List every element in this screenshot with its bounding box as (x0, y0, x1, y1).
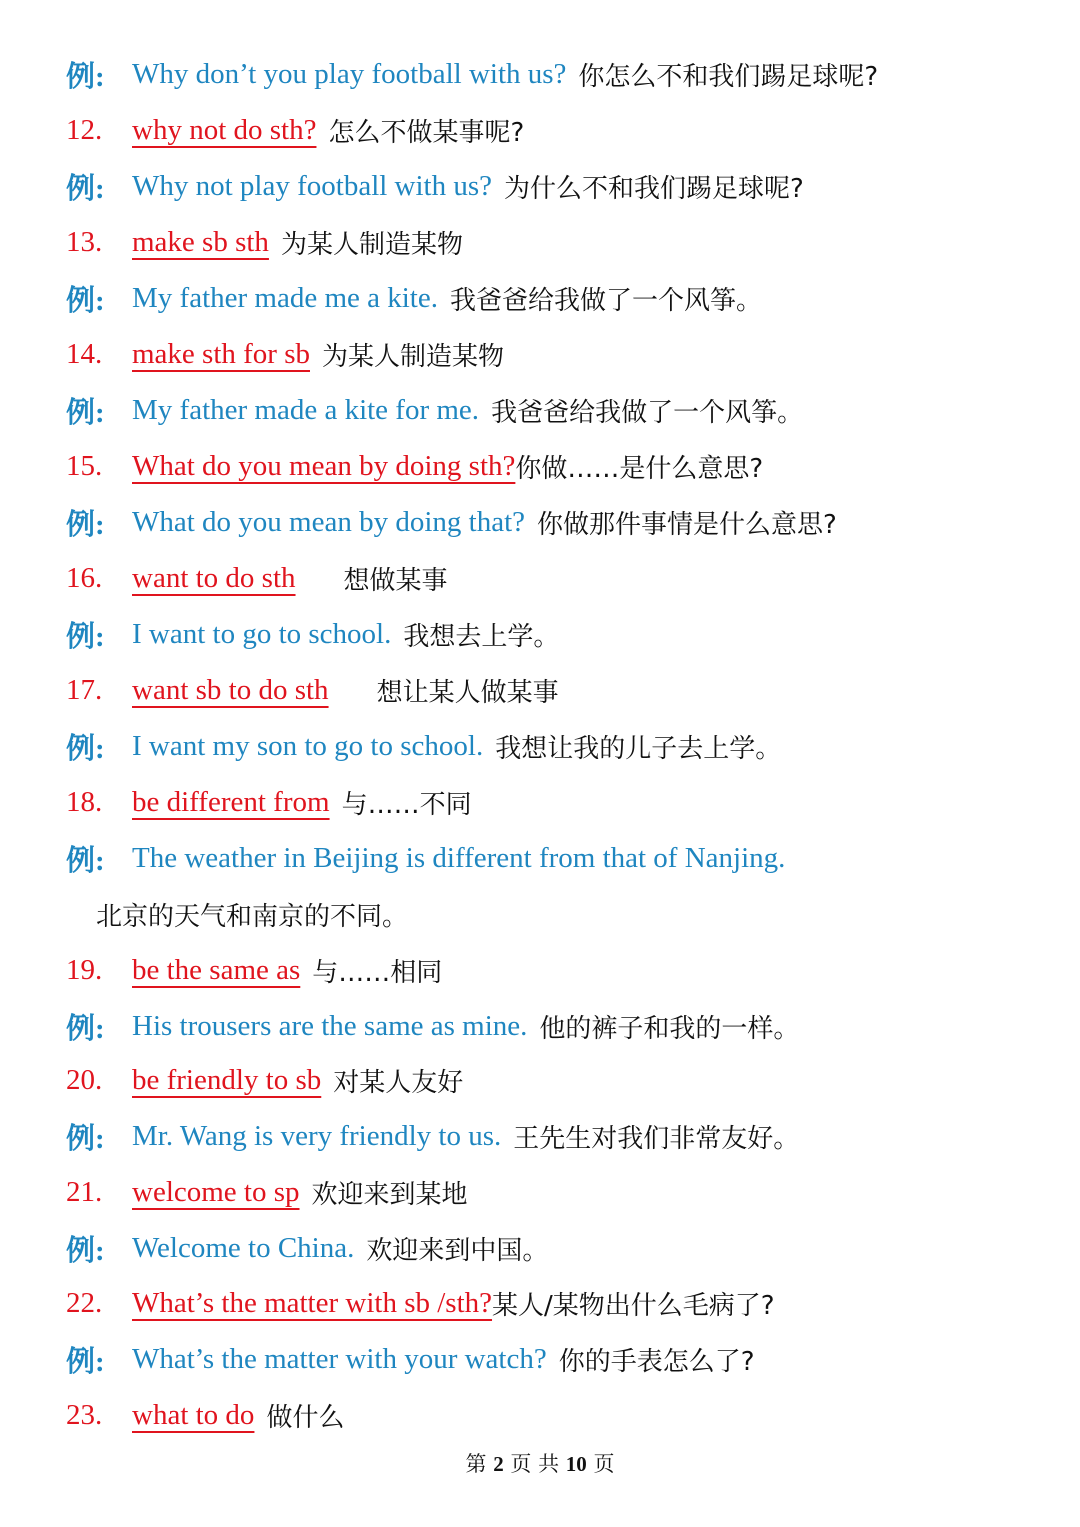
example-line (66, 1331, 1066, 1387)
current-page-number: 2 (493, 1452, 504, 1476)
example-chinese: 我想去上学。 (403, 621, 560, 652)
example-chinese: 我爸爸给我做了一个风筝。 (450, 285, 763, 316)
phrase-item (66, 1387, 1066, 1443)
item-meaning: 对某人友好 (333, 1067, 464, 1098)
example-english: The weather in Beijing is different from that of Nanjing. (132, 841, 786, 874)
item-number: 16. (66, 561, 103, 594)
example-chinese-line (96, 886, 1080, 942)
item-number: 15. (66, 449, 103, 482)
item-meaning: 做什么 (266, 1402, 345, 1433)
item-meaning: 为某人制造某物 (322, 341, 505, 372)
item-meaning: 欢迎来到某地 (311, 1179, 468, 1210)
item-phrase: welcome to sp (132, 1175, 300, 1208)
example-english: I want my son to go to school. (132, 729, 484, 762)
item-phrase: want sb to do sth (132, 673, 329, 706)
example-label: 例: (66, 284, 105, 317)
example-english: His trousers are the same as mine. (132, 1009, 528, 1042)
item-phrase: make sth for sb (132, 337, 310, 370)
item-number: 23. (66, 1398, 103, 1431)
example-line (66, 998, 1066, 1054)
phrase-item (66, 1052, 1066, 1108)
example-chinese: 为什么不和我们踢足球呢? (504, 173, 804, 204)
example-label: 例: (66, 1345, 105, 1378)
phrase-item (66, 214, 1066, 270)
phrase-item (66, 774, 1066, 830)
item-number: 18. (66, 785, 103, 818)
item-meaning: 怎么不做某事呢? (328, 117, 525, 148)
item-meaning: 想做某事 (343, 565, 448, 596)
item-phrase: why not do sth? (132, 113, 317, 146)
example-line (66, 830, 1066, 886)
example-line (66, 382, 1066, 438)
item-phrase: be the same as (132, 953, 301, 986)
example-english: Mr. Wang is very friendly to us. (132, 1119, 502, 1152)
item-number: 19. (66, 953, 103, 986)
example-english: My father made me a kite. (132, 281, 438, 314)
item-meaning: 某人/某物出什么毛病了? (492, 1290, 775, 1321)
example-line (66, 718, 1066, 774)
footer-suffix: 页 (593, 1452, 615, 1476)
item-number: 21. (66, 1175, 103, 1208)
example-label: 例: (66, 1122, 105, 1155)
phrase-item (66, 102, 1066, 158)
footer-middle: 页 共 (510, 1452, 560, 1476)
example-chinese: 你怎么不和我们踢足球呢? (578, 61, 879, 92)
example-english: What’s the matter with your watch? (132, 1342, 547, 1375)
item-phrase: What’s the matter with sb /sth? (132, 1286, 493, 1319)
phrase-item (66, 1164, 1066, 1220)
item-phrase: be different from (132, 785, 330, 818)
phrase-item (66, 942, 1066, 998)
example-line (66, 158, 1066, 214)
example-label: 例: (66, 172, 105, 205)
item-number: 17. (66, 673, 103, 706)
phrase-item (66, 662, 1066, 718)
item-number: 13. (66, 225, 103, 258)
example-line (66, 606, 1066, 662)
example-chinese: 你的手表怎么了? (558, 1346, 755, 1377)
item-number: 14. (66, 337, 103, 370)
item-meaning: 为某人制造某物 (280, 229, 463, 260)
example-chinese: 他的裤子和我的一样。 (539, 1013, 800, 1044)
item-phrase: What do you mean by doing sth? (132, 449, 516, 482)
example-english: My father made a kite for me. (132, 393, 480, 426)
example-label: 例: (66, 1234, 105, 1267)
example-label: 例: (66, 844, 105, 877)
phrase-item (66, 326, 1066, 382)
item-phrase: make sb sth (132, 225, 269, 258)
example-english: What do you mean by doing that? (132, 505, 526, 538)
example-english: Why don’t you play football with us? (132, 57, 567, 90)
example-label: 例: (66, 508, 105, 541)
example-english: I want to go to school. (132, 617, 392, 650)
item-phrase: be friendly to sb (132, 1063, 322, 1096)
example-line (66, 1108, 1066, 1164)
example-line (66, 1220, 1066, 1276)
example-chinese: 我想让我的儿子去上学。 (495, 733, 782, 764)
example-chinese: 你做那件事情是什么意思? (537, 509, 837, 540)
item-meaning: 想让某人做某事 (376, 677, 559, 708)
example-chinese: 王先生对我们非常友好。 (513, 1123, 800, 1154)
item-number: 12. (66, 113, 103, 146)
example-label: 例: (66, 60, 105, 93)
item-phrase: want to do sth (132, 561, 296, 594)
example-line (66, 270, 1066, 326)
item-meaning: 你做……是什么意思? (515, 453, 764, 484)
item-number: 22. (66, 1286, 103, 1319)
example-label: 例: (66, 620, 105, 653)
example-english: Welcome to China. (132, 1231, 355, 1264)
example-english: Why not play football with us? (132, 169, 493, 202)
phrase-item (66, 1275, 1066, 1331)
example-chinese: 北京的天气和南京的不同。 (96, 901, 409, 932)
example-chinese: 我爸爸给我做了一个风筝。 (491, 397, 804, 428)
phrase-item (66, 550, 1066, 606)
example-label: 例: (66, 396, 105, 429)
item-meaning: 与……不同 (341, 789, 472, 820)
item-number: 20. (66, 1063, 103, 1096)
item-meaning: 与……相同 (312, 957, 443, 988)
example-label: 例: (66, 732, 105, 765)
example-label: 例: (66, 1012, 105, 1045)
page-footer (0, 1448, 1080, 1478)
example-line (66, 494, 1066, 550)
item-phrase: what to do (132, 1398, 255, 1431)
example-chinese: 欢迎来到中国。 (366, 1235, 549, 1266)
example-line (66, 46, 1066, 102)
total-pages-number: 10 (565, 1452, 587, 1476)
footer-prefix: 第 (465, 1452, 487, 1476)
phrase-item (66, 438, 1066, 494)
